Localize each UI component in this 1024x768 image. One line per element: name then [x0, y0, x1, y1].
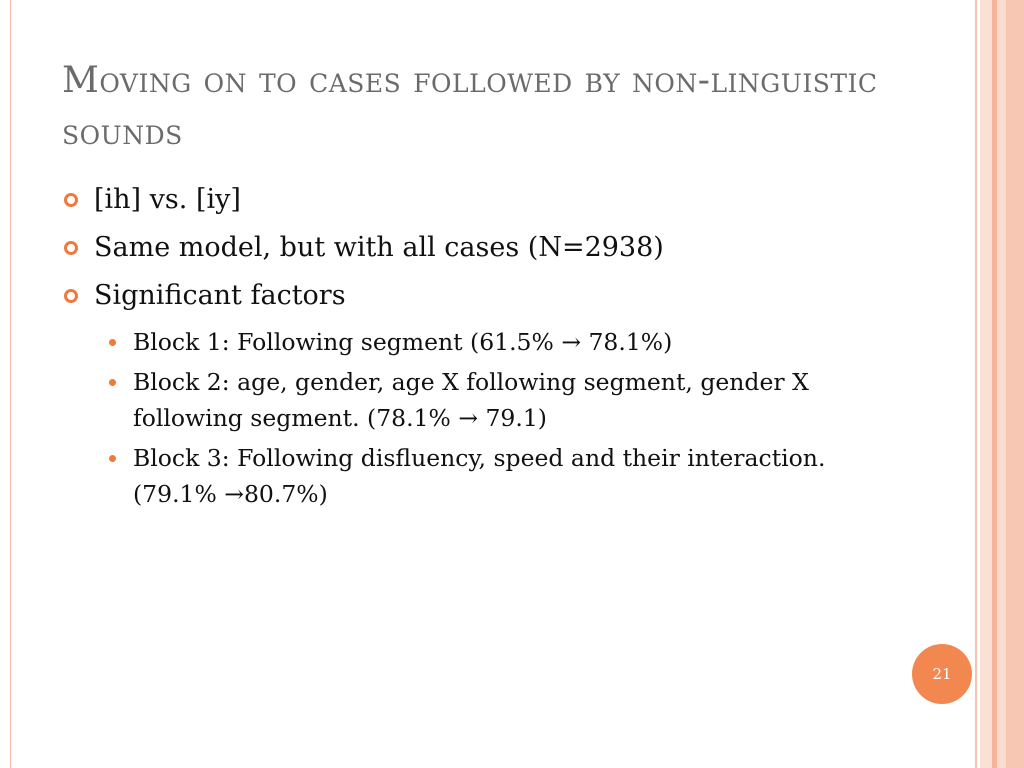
right-decorative-stripe	[975, 0, 977, 768]
right-decorative-stripe	[1006, 0, 1024, 768]
dot-bullet-icon	[109, 379, 116, 386]
sub-bullet-item	[103, 440, 892, 512]
bullet-item	[62, 182, 892, 218]
circle-bullet-icon	[64, 289, 78, 303]
bullet-text: [ih] vs. [iy]	[94, 184, 241, 215]
circle-bullet-icon	[64, 241, 78, 255]
right-decorative-stripe	[980, 0, 992, 768]
bullet-text: Significant factors	[94, 280, 346, 311]
bullet-text: Same model, but with all cases (N=2938)	[94, 232, 664, 263]
circle-bullet-icon	[64, 193, 78, 207]
sub-bullet-list	[62, 324, 892, 512]
right-decorative-stripe	[997, 0, 1006, 768]
dot-bullet-icon	[109, 339, 116, 346]
sub-bullet-item	[103, 364, 892, 436]
sub-bullet-item	[103, 324, 892, 360]
left-border-line	[10, 0, 11, 768]
slide-title: Moving on to cases followed by non-linguistic sounds	[62, 60, 878, 153]
dot-bullet-icon	[109, 455, 116, 462]
sub-bullet-text: Block 3: Following disfluency, speed and their interaction. (79.1% →80.7%)	[133, 444, 826, 508]
sub-bullet-text: Block 2: age, gender, age X following segment, gender X following segment. (78.1% → 79.1)	[133, 368, 809, 432]
page-number-badge: 21	[912, 644, 972, 704]
slide-body	[62, 182, 892, 516]
bullet-item	[62, 278, 892, 314]
bullet-item	[62, 230, 892, 266]
sub-bullet-text: Block 1: Following segment (61.5% → 78.1%)	[133, 328, 673, 356]
